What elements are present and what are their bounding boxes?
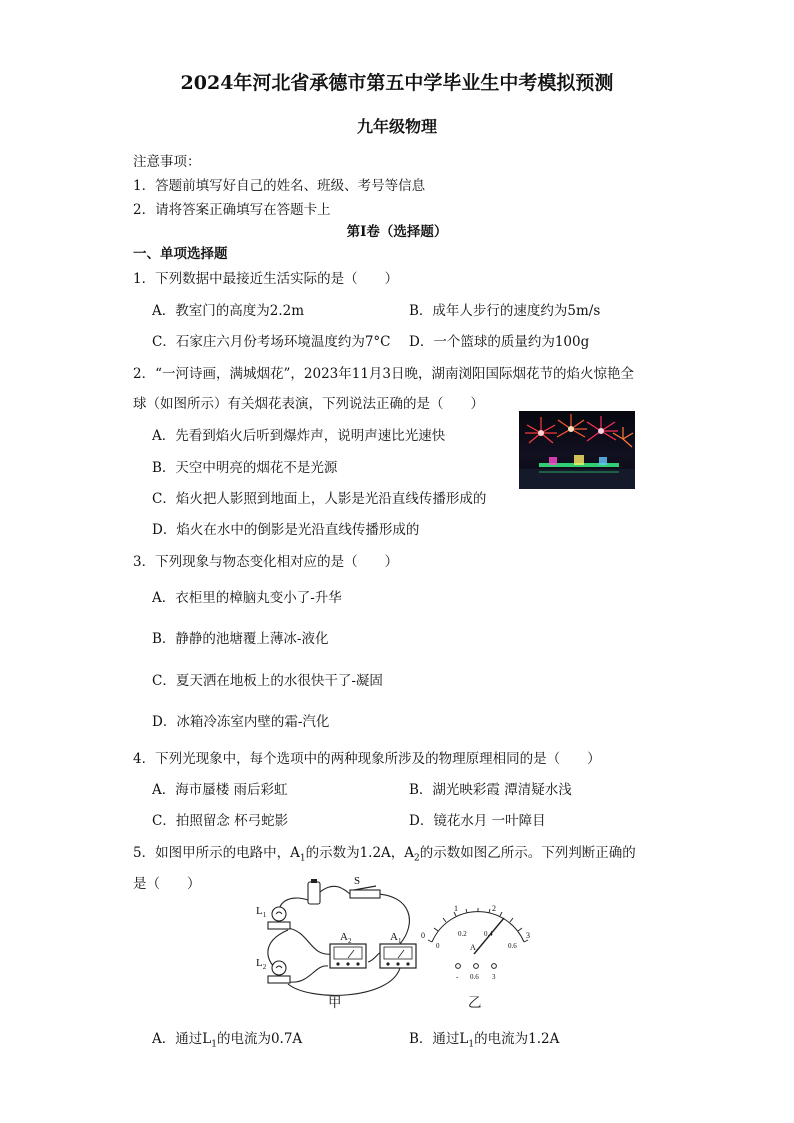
question-5-stem-line2: 是（ ）	[133, 876, 201, 892]
question-4-option-b: B．湖光映彩霞 潭清疑水浅	[409, 782, 572, 798]
question-2-option-d: D．焰火在水中的倒影是光沿直线传播形成的	[152, 522, 420, 538]
question-3-option-a: A．衣柜里的樟脑丸变小了-升华	[152, 590, 342, 606]
question-1-option-d: D．一个篮球的质量约为100g	[409, 334, 590, 350]
upper-scale-1: 1	[454, 904, 458, 913]
question-4-stem: 4．下列光现象中，每个选项中的两种现象所涉及的物理原理相同的是（ ）	[133, 751, 601, 767]
lamp-1-label: $L_1$	[256, 905, 267, 919]
lamp-2-label: $L_2$	[256, 957, 267, 971]
question-3-option-b: B．静静的池塘覆上薄冰-液化	[152, 631, 329, 647]
section-part: 一、单项选择题	[133, 246, 228, 262]
ammeter-1-label: $A_1$	[390, 931, 402, 945]
question-5-option-b: B．通过$L_1$的电流为1.2A	[409, 1031, 560, 1050]
ammeter-unit: A	[470, 943, 476, 952]
ammeter-caption: 乙	[468, 995, 482, 1011]
question-2-option-c: C．焰火把人影照到地面上，人影是光沿直线传播形成的	[152, 491, 487, 507]
notes-item-1: 1．答题前填写好自己的姓名、班级、考号等信息	[133, 178, 426, 194]
upper-scale-3: 3	[526, 931, 530, 940]
exam-title: 2024年河北省承德市第五中学毕业生中考模拟预测	[180, 72, 614, 94]
terminal-0-6: 0.6	[470, 973, 479, 981]
section-title: 第I卷（选择题）	[346, 224, 448, 240]
upper-scale-2: 2	[492, 904, 496, 913]
question-2-option-b: B．天空中明亮的烟花不是光源	[152, 460, 338, 476]
circuit-diagram	[250, 872, 430, 1007]
question-4-option-d: D．镜花水月 一叶障目	[409, 813, 546, 829]
question-4-option-c: C．拍照留念 杯弓蛇影	[152, 813, 289, 829]
question-5-option-a: A．通过$L_1$的电流为0.7A	[152, 1031, 303, 1050]
lower-scale-3: 0.6	[508, 942, 517, 950]
lower-scale-0: 0	[436, 942, 440, 950]
ammeter-2-label: $A_2$	[340, 931, 352, 945]
question-2-stem-line1: 2．“一河诗画，满城烟花”，2023年11月3日晚，湖南浏阳国际烟花节的焰火惊艳全	[133, 366, 635, 382]
terminal-3: 3	[492, 973, 496, 981]
question-3-option-c: C．夏天洒在地板上的水很快干了-凝固	[152, 673, 383, 689]
circuit-caption: 甲	[328, 995, 342, 1011]
question-1-option-a: A．教室门的高度为2.2m	[152, 303, 305, 319]
question-1-stem: 1．下列数据中最接近生活实际的是（ ）	[133, 271, 399, 287]
question-1-option-b: B．成年人步行的速度约为5m/s	[409, 303, 601, 319]
question-1-option-c: C．石家庄六月份考场环境温度约为7°C	[152, 334, 391, 350]
terminal-negative: -	[456, 973, 459, 981]
switch-label: S	[354, 875, 361, 887]
exam-subtitle: 九年级物理	[356, 117, 437, 136]
question-3-stem: 3．下列现象与物态变化相对应的是（ ）	[133, 554, 399, 570]
notes-item-2: 2．请将答案正确填写在答题卡上	[133, 202, 331, 218]
question-3-option-d: D．冰箱冷冻室内壁的霜-汽化	[152, 714, 330, 730]
question-2-option-a: A．先看到焰火后听到爆炸声，说明声速比光速快	[152, 428, 446, 444]
question-2-stem-line2: 球（如图所示）有关烟花表演，下列说法正确的是（ ）	[133, 396, 484, 412]
upper-scale-0: 0	[421, 931, 425, 940]
lower-scale-2: 0.4	[484, 930, 493, 938]
ammeter-dial	[418, 904, 538, 984]
question-4-option-a: A．海市蜃楼 雨后彩虹	[152, 782, 288, 798]
notes-heading: 注意事项：	[133, 154, 201, 170]
lower-scale-1: 0.2	[458, 930, 467, 938]
question-5-stem-line1: 5．如图甲所示的电路中，$A_1$的示数为1.2A，$A_2$的示数如图乙所示。下列判断正确的	[133, 845, 636, 864]
fireworks-photo	[519, 411, 635, 489]
